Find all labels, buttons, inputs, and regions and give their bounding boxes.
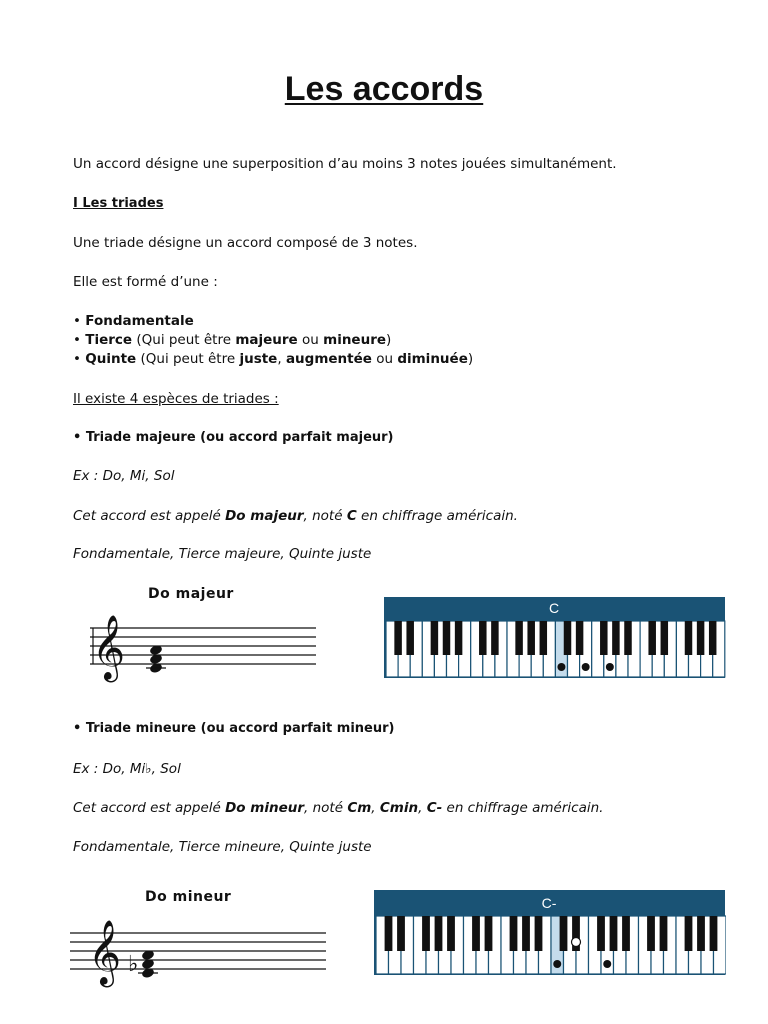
chord-symbol: Cmin — [379, 800, 419, 816]
black-key — [515, 621, 523, 655]
component-fondamentale — [73, 312, 194, 330]
black-key — [447, 916, 455, 951]
note-dot — [553, 960, 561, 968]
treble-clef-icon: 𝄞 — [88, 920, 122, 985]
intro-text: Un accord désigne une superposition d’au moins 3 notes jouées simultanément. — [73, 156, 617, 172]
triad-minor-intervals: Fondamentale, Tierce mineure, Quinte juste — [73, 839, 372, 855]
triad-minor-example: Ex : Do, Mi♭, Sol — [73, 761, 181, 777]
bullet: • — [73, 313, 81, 329]
text: en chiffrage américain. — [442, 800, 604, 816]
black-key — [661, 621, 669, 655]
black-key — [522, 916, 530, 951]
text: en chiffrage américain. — [356, 508, 518, 524]
black-key — [472, 916, 480, 951]
black-key — [435, 916, 443, 951]
component-tierce — [73, 331, 391, 349]
triad-major-example: Ex : Do, Mi, Sol — [73, 468, 175, 484]
text: , noté — [304, 800, 348, 816]
option-majeure: majeure — [235, 332, 298, 348]
black-key — [527, 621, 535, 655]
component-quinte — [73, 350, 473, 368]
option-juste: juste — [239, 351, 278, 367]
triad-major-intervals: Fondamentale, Tierce majeure, Quinte juste — [73, 546, 372, 562]
black-key — [485, 916, 493, 951]
black-key — [431, 621, 439, 655]
component-name: Tierce — [85, 332, 133, 348]
black-key — [394, 621, 402, 655]
black-key — [697, 916, 705, 951]
black-key — [610, 916, 618, 951]
staff-do-mineur — [68, 905, 330, 989]
text: Cet accord est appelé — [73, 508, 226, 524]
component-text: ) — [467, 351, 474, 367]
staff-label-do-mineur: Do mineur — [145, 889, 232, 905]
black-key — [685, 916, 693, 951]
black-key — [624, 621, 632, 655]
component-text: ou — [371, 351, 398, 367]
text: Cet accord est appelé — [73, 800, 226, 816]
black-key — [622, 916, 630, 951]
component-text: (Qui peut être — [136, 351, 240, 367]
black-key — [422, 916, 430, 951]
chord-symbol: Cm — [347, 800, 372, 816]
black-key — [597, 916, 605, 951]
black-key — [406, 621, 414, 655]
triad-major-heading: • Triade majeure (ou accord parfait majeur) — [73, 430, 394, 445]
page-title: Les accords — [284, 70, 484, 108]
chord-name: Do majeur — [225, 508, 304, 524]
text: , noté — [303, 508, 347, 524]
component-text: (Qui peut être — [132, 332, 236, 348]
bullet: • — [73, 332, 81, 348]
text: , — [418, 800, 427, 816]
black-key — [660, 916, 668, 951]
component-text: ou — [297, 332, 324, 348]
black-key — [709, 621, 717, 655]
black-key — [710, 916, 718, 951]
black-key — [576, 621, 584, 655]
triad-major-naming — [73, 507, 518, 525]
note-dot — [572, 938, 581, 947]
black-key — [479, 621, 487, 655]
black-key — [560, 916, 568, 951]
black-key — [510, 916, 518, 951]
black-key — [491, 621, 499, 655]
bullet: • — [73, 351, 81, 367]
keyboard-chord-label: C- — [541, 895, 557, 911]
keyboard-chord-label: C — [548, 600, 560, 616]
flat-icon: ♭ — [128, 952, 139, 977]
option-diminuee: diminuée — [397, 351, 468, 367]
staff-label-do-majeur: Do majeur — [148, 586, 234, 602]
note-dot — [582, 663, 590, 671]
black-key — [685, 621, 693, 655]
black-key — [540, 621, 548, 655]
text: , — [371, 800, 380, 816]
chord-name: Do mineur — [225, 800, 305, 816]
chord-symbol: C — [346, 508, 357, 524]
treble-clef-icon: 𝄞 — [92, 615, 126, 680]
triad-minor-naming — [73, 799, 603, 817]
black-key — [535, 916, 543, 951]
black-key — [648, 621, 656, 655]
black-key — [385, 916, 393, 951]
black-key — [564, 621, 572, 655]
note-dot — [606, 663, 614, 671]
note-dot — [557, 663, 565, 671]
component-text: ) — [386, 332, 392, 348]
formed-intro: Elle est formé d’une : — [73, 274, 218, 290]
triad-definition: Une triade désigne un accord composé de 3 notes. — [73, 235, 418, 251]
option-mineure: mineure — [323, 332, 387, 348]
staff-do-majeur — [88, 600, 320, 684]
keyboard-c-minor — [374, 890, 726, 976]
black-key — [443, 621, 451, 655]
black-key — [397, 916, 405, 951]
triad-minor-heading: • Triade mineure (ou accord parfait mineur) — [73, 721, 395, 736]
section-heading-triades: I Les triades — [73, 196, 164, 211]
keyboard-c — [384, 597, 726, 679]
black-key — [612, 621, 620, 655]
component-name: Quinte — [85, 351, 137, 367]
black-key — [455, 621, 463, 655]
black-key — [600, 621, 608, 655]
species-intro: Il existe 4 espèces de triades : — [73, 391, 279, 407]
black-key — [647, 916, 655, 951]
note-dot — [603, 960, 611, 968]
chord-symbol: C- — [426, 800, 443, 816]
component-name: Fondamentale — [85, 313, 194, 329]
black-key — [697, 621, 705, 655]
component-text: , — [277, 351, 286, 367]
option-augmentee: augmentée — [285, 351, 372, 367]
